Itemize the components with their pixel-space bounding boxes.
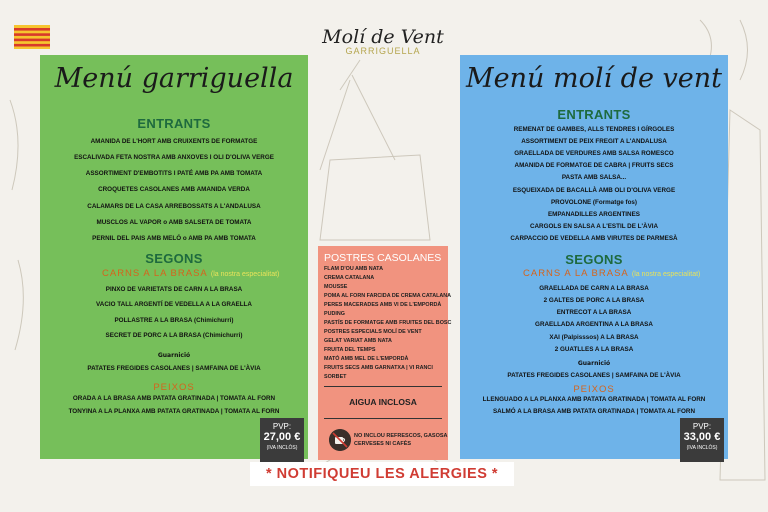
menu-item: ASSORTIMENT DE PEIX FREGIT A L'ANDALUSA bbox=[521, 138, 667, 145]
logo-subtitle: GARRIGUELLA bbox=[345, 46, 421, 56]
menu-item: CALAMARS DE LA CASA ARREBOSSATS A L'ANDALUSA bbox=[87, 203, 261, 210]
dessert-item: FLAM D'OU AMB NATA bbox=[324, 266, 383, 272]
guarnicio-item: PATATES FREGIDES CASOLANES | SAMFAINA DE L'ÀVIA bbox=[87, 365, 261, 372]
menu-item: TONYINA A LA PLANXA AMB PATATA GRATINADA | TOMATA AL FORN bbox=[68, 408, 280, 415]
menu-item: PERNIL DEL PAIS AMB MELÓ o AMB PA AMB TOMATA bbox=[92, 235, 256, 242]
iva-note: (IVA INCLÒS) bbox=[266, 445, 298, 451]
menu-item: SECRET DE PORC A LA BRASA (Chimichurri) bbox=[105, 332, 243, 339]
menu-item: AMANIDA DE L'HORT AMB CRUIXENTS DE FORMATGE bbox=[90, 138, 258, 145]
menu-item: MUSCLOS AL VAPOR o AMB SALSETA DE TOMATA bbox=[96, 219, 252, 226]
dessert-item: PERES MACERADES AMB VI DE L'EMPORDÀ bbox=[324, 302, 442, 308]
price-label: PVP: bbox=[272, 422, 292, 431]
dessert-item: GELAT VARIAT AMB NATA bbox=[324, 338, 392, 344]
menu-item: REMENAT DE GAMBES, ALLS TENDRES I GÍRGOLES bbox=[513, 126, 675, 133]
carns-label: CARNS A LA BRASA bbox=[102, 268, 208, 279]
postres-title: POSTRES CASOLANES bbox=[324, 252, 442, 264]
entrants-heading: ENTRANTS bbox=[557, 107, 631, 122]
menu-item: LLENGUADO A LA PLANXA AMB PATATA GRATINADA | TOMATA AL FORN bbox=[482, 396, 706, 403]
dessert-item: PASTÍS DE FORMATGE AMB FRUITES DEL BOSC bbox=[324, 320, 452, 326]
menu-item: ASSORTIMENT D'EMBOTITS I PATÉ AMB PA AMB TOMATA bbox=[85, 170, 263, 177]
dessert-item: FRUITA DEL TEMPS bbox=[324, 347, 376, 353]
menu-item: EMPANADILLES ARGENTINES bbox=[547, 211, 640, 218]
menu-item: 2 GALTES DE PORC A LA BRASA bbox=[543, 297, 645, 304]
menu-item: CROQUETES CASOLANES AMB AMANIDA VERDA bbox=[98, 186, 250, 193]
dessert-item: FRUITS SECS AMB GARNATXA | VI RANCI bbox=[324, 365, 433, 371]
divider bbox=[324, 386, 442, 387]
no-inclou-line-1: NO INCLOU REFRESCOS, GASOSA bbox=[354, 433, 448, 439]
carns-heading bbox=[102, 268, 308, 279]
postres-panel bbox=[318, 246, 452, 460]
segons-heading: SEGONS bbox=[565, 252, 623, 267]
menu-garriguella-panel bbox=[40, 55, 308, 459]
logo-title: Molí de Vent bbox=[322, 26, 444, 48]
guarnicio-label: Guarnició bbox=[157, 352, 191, 359]
menu-item: ESCALIVADA FETA NOSTRA AMB ANXOVES I OLI D'OLIVA VERGE bbox=[74, 154, 274, 161]
menu-item: XAI (Palpisssos) A LA BRASA bbox=[549, 334, 639, 341]
aigua-inclosa: AIGUA INCLOSA bbox=[349, 397, 417, 407]
menu-item: GRAELLADA ARGENTINA A LA BRASA bbox=[535, 321, 653, 328]
price-label: PVP: bbox=[692, 422, 712, 431]
entrants-heading: ENTRANTS bbox=[137, 116, 211, 131]
no-inclou-line-2: CERVESES NI CAFÈS bbox=[354, 441, 412, 447]
price-box-garriguella bbox=[260, 418, 304, 462]
menu-item: CARPACCIO DE VEDELLA AMB VIRUTES DE PARMESÀ bbox=[510, 235, 678, 242]
dessert-item: MOUSSE bbox=[324, 284, 348, 290]
menu-garriguella-title: Menú garriguella bbox=[54, 63, 294, 94]
dessert-item: PUDING bbox=[324, 311, 345, 317]
menu-item: PINXO DE VARIETATS DE CARN A LA BRASA bbox=[105, 286, 243, 293]
menu-item: ESQUEIXADA DE BACALLÀ AMB OLI D'OLIVA VERGE bbox=[512, 187, 676, 194]
menu-moli-title: Menú molí de vent bbox=[465, 63, 722, 94]
restaurant-logo bbox=[318, 28, 448, 56]
menu-item: ENTRECOT A LA BRASA bbox=[556, 309, 632, 316]
dessert-item: SORBET bbox=[324, 374, 347, 380]
menu-item: ORADA A LA BRASA AMB PATATA GRATINADA | TOMATA AL FORN bbox=[72, 395, 276, 402]
menu-item: 2 GUATLLES A LA BRASA bbox=[554, 346, 634, 353]
coffee-cup-icon bbox=[329, 429, 351, 451]
carns-note: (la nostra especialitat) bbox=[210, 271, 280, 278]
dessert-item: POSTRES ESPECIALS MOLÍ DE VENT bbox=[324, 329, 422, 335]
price-value: 33,00 € bbox=[683, 431, 721, 443]
carns-label: CARNS A LA BRASA bbox=[523, 268, 629, 279]
guarnicio-item: PATATES FREGIDES CASOLANES | SAMFAINA DE L'ÀVIA bbox=[507, 372, 681, 379]
menu-item: VACIO TALL ARGENTÍ DE VEDELLA A LA GRAELLA bbox=[96, 301, 252, 308]
menu-item: CARGOLS EN SALSA A L'ESTIL DE L'ÀVIA bbox=[529, 223, 659, 230]
price-value: 27,00 € bbox=[263, 431, 301, 443]
menu-item: PROVOLONE (Formatge fos) bbox=[550, 199, 638, 206]
allergy-alert-banner: * NOTIFIQUEU LES ALERGIES * bbox=[250, 462, 514, 486]
peixos-heading: PEIXOS bbox=[153, 382, 195, 393]
price-box-moli bbox=[680, 418, 724, 462]
catalan-flag-icon bbox=[14, 25, 50, 49]
no-inclou-note bbox=[354, 432, 448, 448]
peixos-heading: PEIXOS bbox=[573, 384, 615, 395]
carns-heading bbox=[523, 268, 728, 279]
menu-item: PASTA AMB SALSA... bbox=[561, 174, 627, 181]
dessert-item: POMA AL FORN FARCIDA DE CREMA CATALANA bbox=[324, 293, 452, 299]
menu-item: GRAELLADA DE CARN A LA BRASA bbox=[539, 285, 649, 292]
menu-moli-panel bbox=[460, 55, 728, 459]
segons-heading: SEGONS bbox=[145, 251, 203, 266]
iva-note: (IVA INCLÒS) bbox=[686, 445, 718, 451]
menu-item: GRAELLADA DE VERDURES AMB SALSA ROMESCO bbox=[514, 150, 674, 157]
menu-item: AMANIDA DE FORMATGE DE CABRA | FRUITS SECS bbox=[514, 162, 674, 169]
menu-item: SALMÓ A LA BRASA AMB PATATA GRATINADA | TOMATA AL FORN bbox=[492, 408, 696, 415]
guarnicio-label: Guarnició bbox=[577, 360, 611, 367]
divider bbox=[324, 418, 442, 419]
dessert-item: CREMA CATALANA bbox=[324, 275, 375, 281]
carns-note: (la nostra especialitat) bbox=[631, 271, 701, 278]
menu-item: POLLASTRE A LA BRASA (Chimichurri) bbox=[114, 317, 234, 324]
dessert-item: MATÓ AMB MEL DE L'EMPORDÀ bbox=[324, 356, 409, 362]
